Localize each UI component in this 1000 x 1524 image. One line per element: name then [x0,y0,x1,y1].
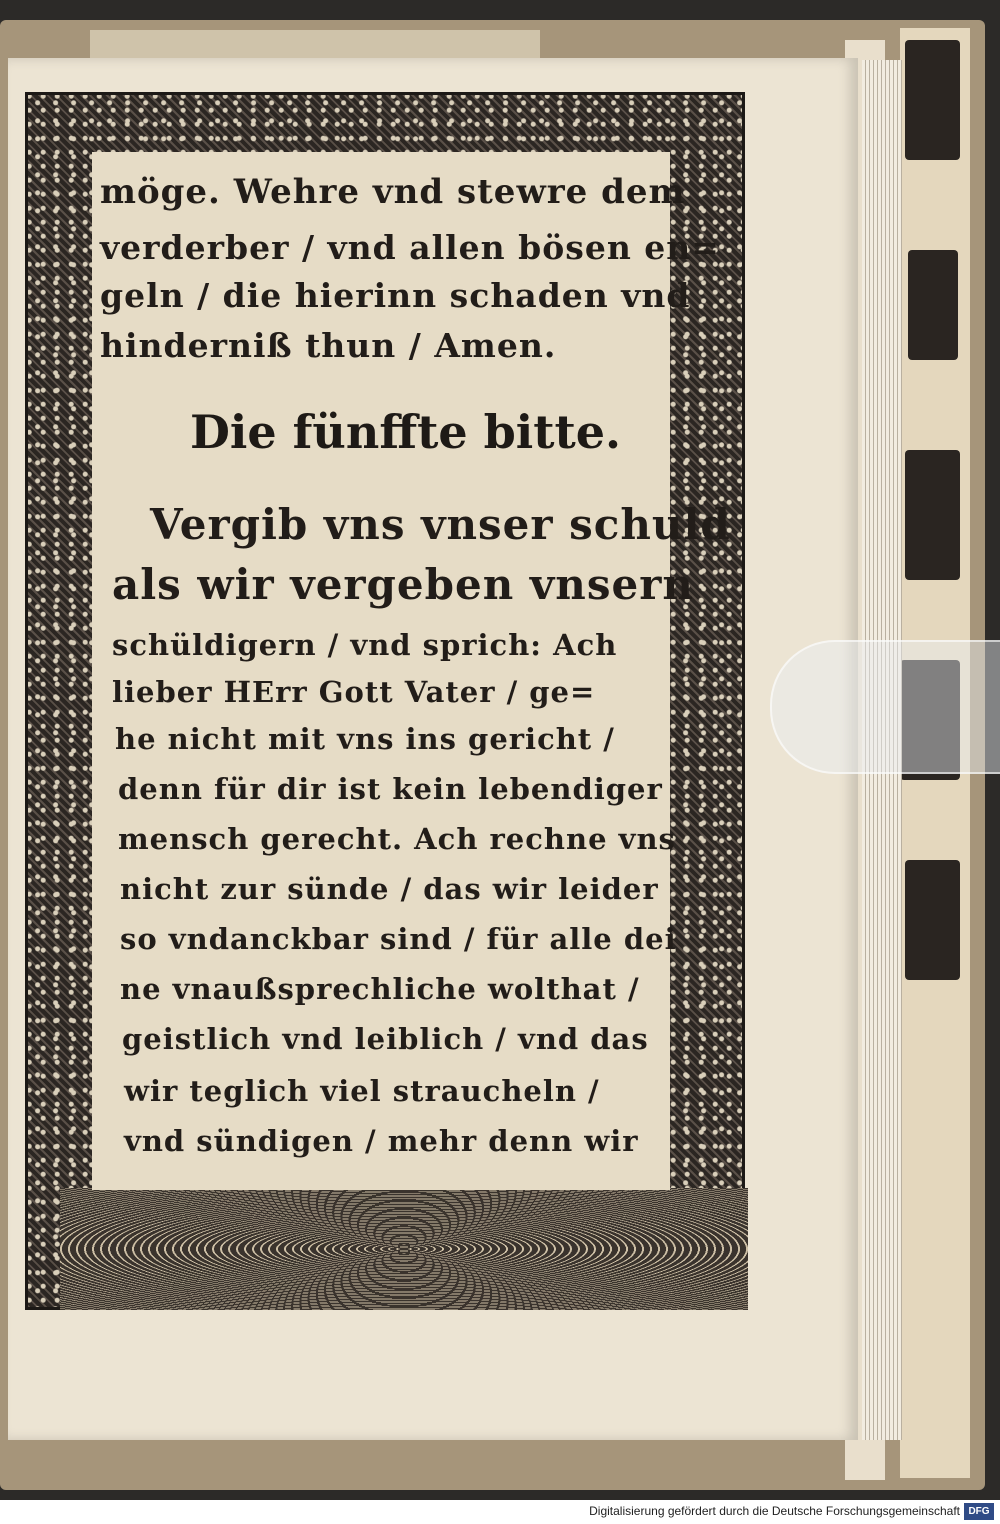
facing-page-letter [905,40,960,160]
text-line: verderber / vnd allen bösen en= [100,228,720,267]
text-line: schüldigern / vnd sprich: Ach [112,628,618,662]
page-holder-clip [770,640,1000,774]
dfg-logo: DFG [964,1503,994,1520]
woodcut-bottom-panel [60,1188,748,1310]
text-line: wir teglich viel straucheln / [124,1074,600,1108]
text-line: geln / die hierinn schaden vnd [100,276,691,315]
facing-page-letter [908,250,958,360]
footer-bar [0,1500,1000,1524]
section-heading: Die fünffte bitte. [190,405,622,459]
text-line: als wir vergeben vnsern [112,560,694,609]
facing-page-letter [905,860,960,980]
footer-credit: Digitalisierung gefördert durch die Deutsche Forschungsgemeinschaft [589,1504,960,1518]
text-line: möge. Wehre vnd stewre dem [100,172,686,212]
text-line: lieber HErr Gott Vater / ge= [112,675,596,709]
text-line: ne vnaußsprechliche wolthat / [120,972,640,1006]
text-line: vnd sündigen / mehr denn wir [124,1124,639,1158]
text-line: Vergib vns vnser schuld [150,500,731,549]
facing-page-letter [905,450,960,580]
text-line: hinderniß thun / Amen. [100,326,557,365]
text-line: he nicht mit vns ins gericht / [115,722,615,756]
text-line: nicht zur sünde / das wir leider [120,872,659,906]
text-line: denn für dir ist kein lebendiger [118,772,663,806]
text-line: mensch gerecht. Ach rechne vns [118,822,676,856]
text-line: so vndanckbar sind / für alle dei [120,922,677,956]
text-line: geistlich vnd leiblich / vnd das [122,1022,649,1056]
